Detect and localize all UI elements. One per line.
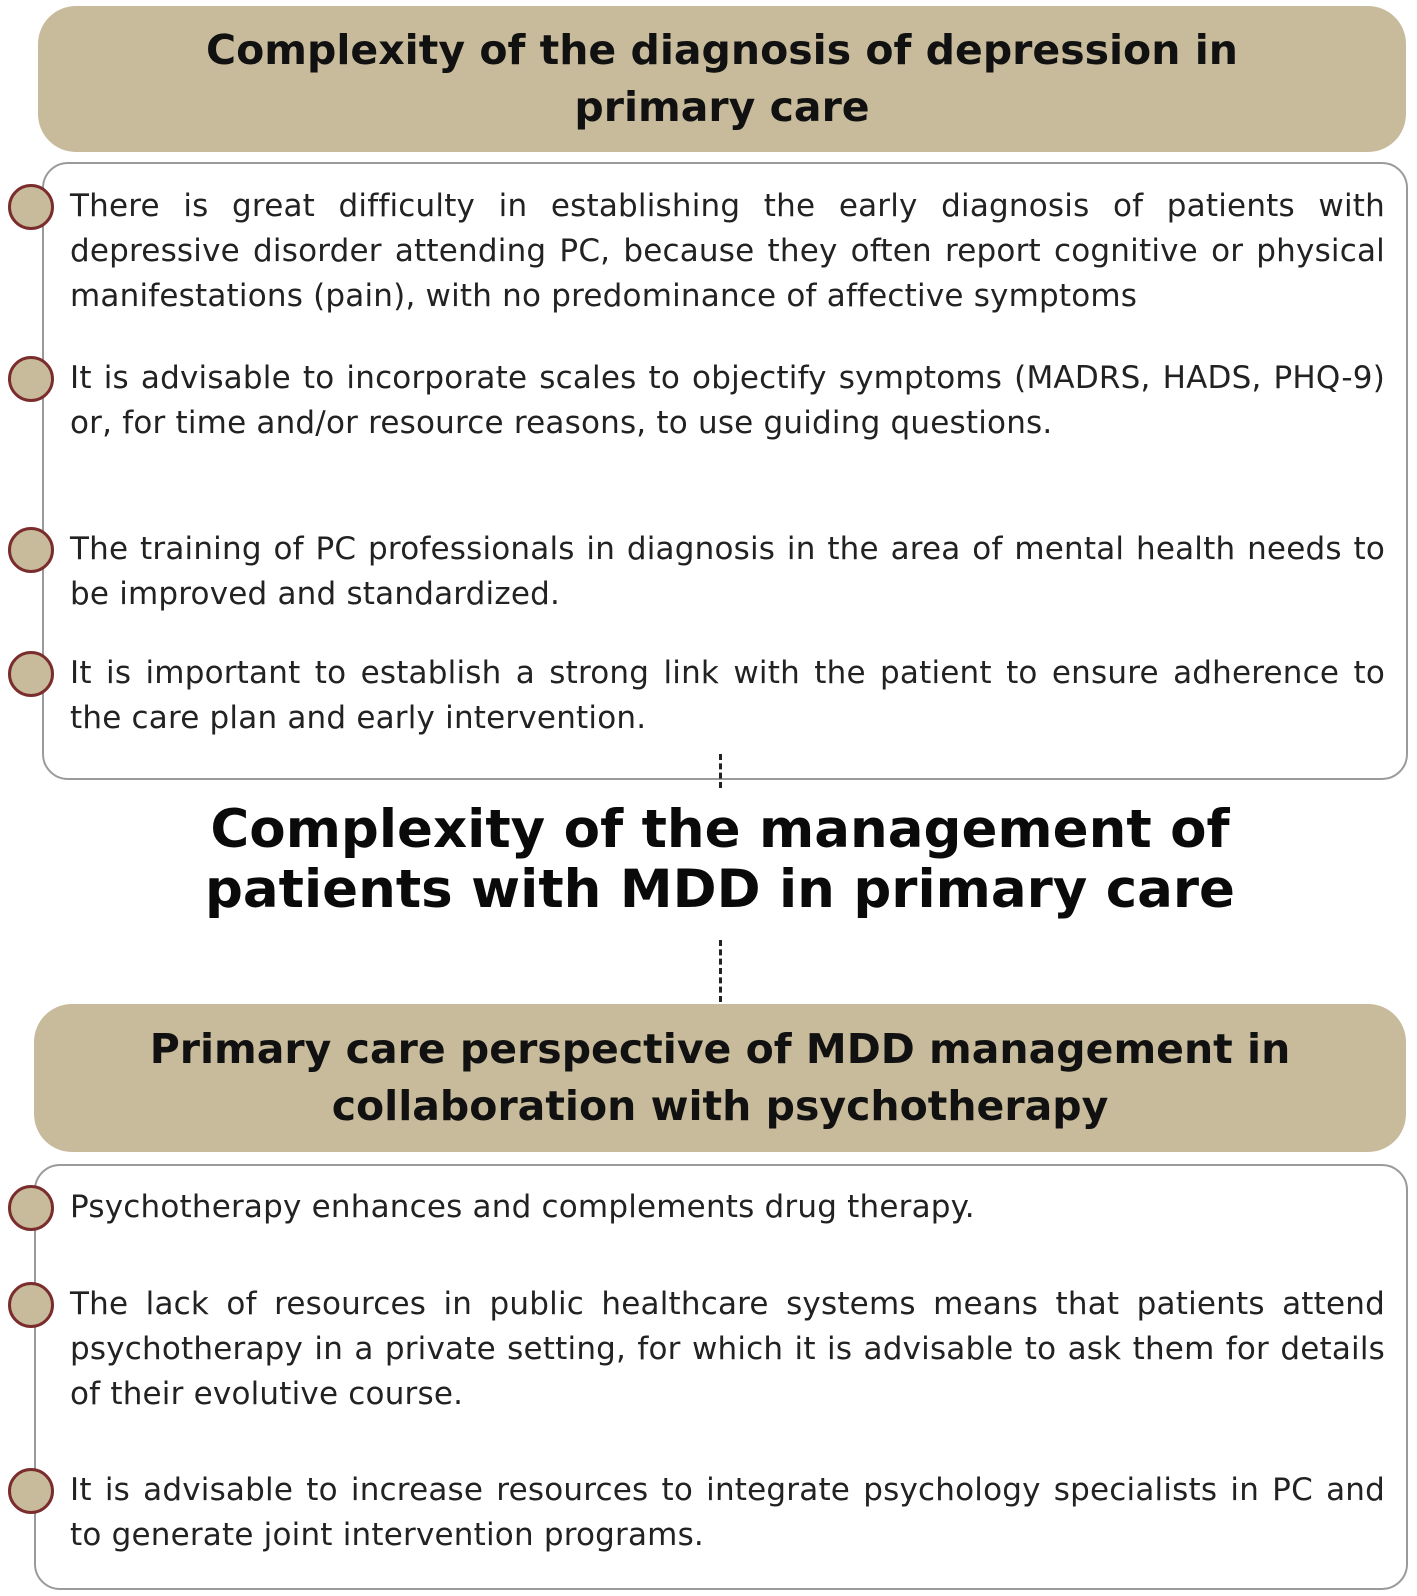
diagnosis-item-2: It is advisable to incorporate scales to objectify symptoms (MADRS, HADS, PHQ-9) or, for time and/or resource reasons, to use guiding questions. bbox=[70, 360, 1385, 441]
dashed-connector-top bbox=[719, 754, 722, 788]
management-complexity-title: Complexity of the management of patients with MDD in primary care bbox=[204, 799, 1236, 920]
diagnosis-section-header bbox=[38, 6, 1406, 152]
psychotherapy-item-3: It is advisable to increase resources to integrate psychology specialists in PC and to generate joint intervention programs. bbox=[70, 1472, 1385, 1553]
psychotherapy-item-1: Psychotherapy enhances and complements drug therapy. bbox=[70, 1189, 975, 1225]
bullet-icon bbox=[8, 184, 54, 230]
diagnosis-item-3: The training of PC professionals in diagnosis in the area of mental health needs to be improved and standardized. bbox=[70, 531, 1385, 612]
bullet-icon bbox=[8, 1185, 54, 1231]
bullet-icon bbox=[8, 356, 54, 402]
diagnosis-item-4: It is important to establish a strong link with the patient to ensure adherence to the care plan and early intervention. bbox=[70, 655, 1385, 736]
bullet-icon bbox=[8, 1282, 54, 1328]
bullet-icon bbox=[8, 527, 54, 573]
psychotherapy-item-2: The lack of resources in public healthcare systems means that patients attend psychotherapy in a private setting, for which it is advisable to ask them for details of their evolutive course. bbox=[70, 1286, 1385, 1412]
psychotherapy-section-header bbox=[34, 1004, 1406, 1152]
bullet-icon bbox=[8, 651, 54, 697]
psychotherapy-section-title: Primary care perspective of MDD management in collaboration with psychotherapy bbox=[149, 1025, 1291, 1130]
dashed-connector-bottom bbox=[719, 940, 722, 1002]
bullet-icon bbox=[8, 1468, 54, 1514]
diagnosis-section-title: Complexity of the diagnosis of depression in primary care bbox=[206, 26, 1238, 131]
diagnosis-item-1: There is great difficulty in establishing the early diagnosis of patients with depressive disorder attending PC, because they often report cognitive or physical manifestations (pain), with no predominance of affective symptoms bbox=[70, 188, 1385, 314]
